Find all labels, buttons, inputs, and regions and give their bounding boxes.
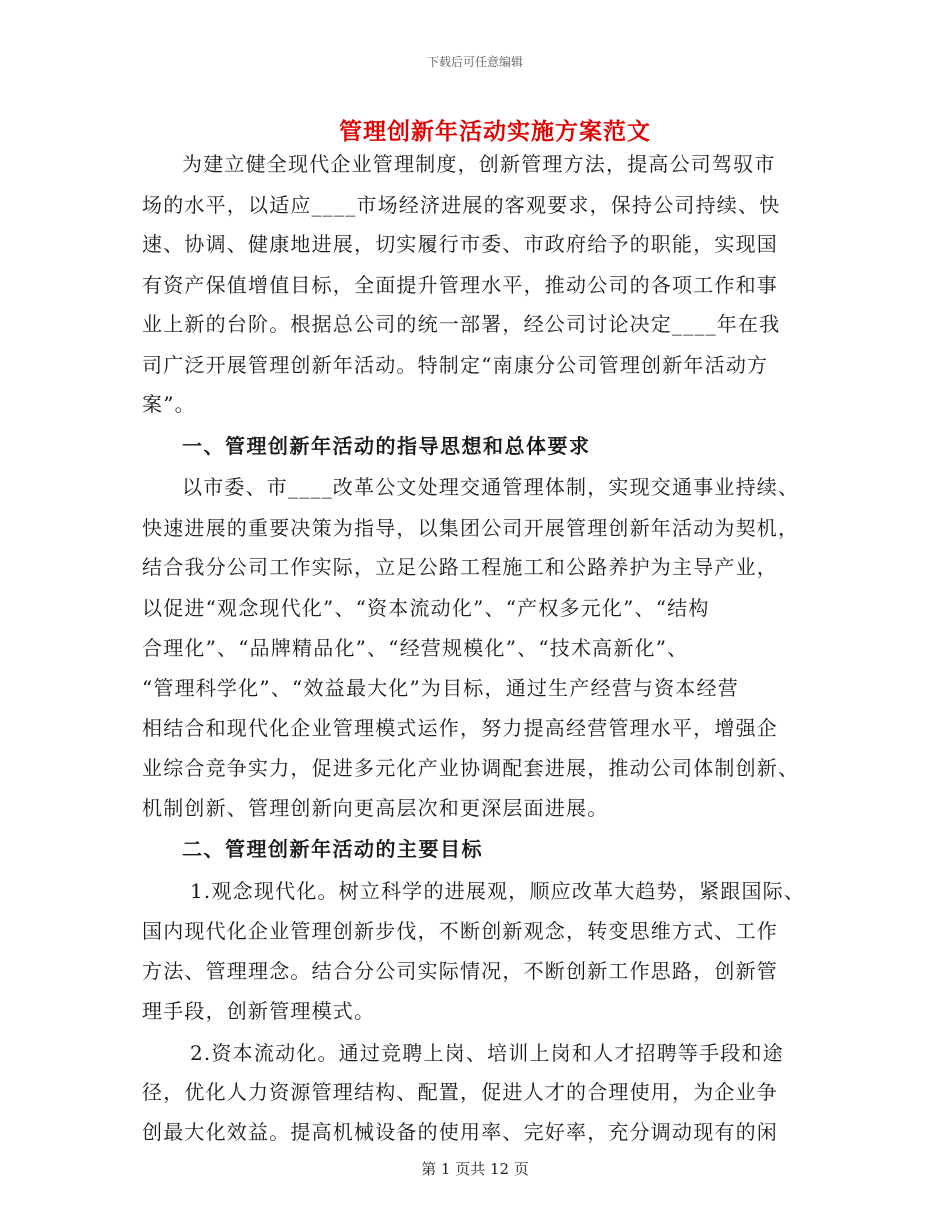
paragraph-line: 业上新的台阶。根据总公司的统一部署，经公司讨论决定____年在我: [142, 312, 781, 337]
paragraph-line: 创最大化效益。提高机械设备的使用率、完好率，充分调动现有的闲: [142, 1120, 778, 1144]
paragraph-line: 为建立健全现代企业管理制度，创新管理方法，提高公司驾驭市: [182, 152, 776, 176]
page-header: 下载后可任意编辑: [426, 55, 523, 69]
section-heading-2: 二、管理创新年活动的主要目标: [182, 837, 483, 862]
document-title: 管理创新年活动实施方案范文: [339, 118, 651, 145]
paragraph-line: 1.观念现代化。树立科学的进展观，顺应改革大趋势，紧跟国际、: [190, 878, 806, 903]
paragraph-line: 径，优化人力资源管理结构、配置，促进人才的合理使用，为企业争: [142, 1080, 778, 1105]
page-number-footer: 第 1 页共 12 页: [421, 1160, 529, 1178]
paragraph-line: 机制创新、管理创新向更高层次和更深层面进展。: [142, 795, 609, 820]
paragraph-line: 速、协调、健康地进展，切实履行市委、市政府给予的职能，实现国: [142, 232, 778, 257]
paragraph-line: 理手段，创新管理模式。: [142, 999, 376, 1024]
paragraph-line: 方法、管理理念。结合分公司实际情况，不断创新工作思路，创新管: [142, 958, 778, 983]
section-heading-1: 一、管理创新年活动的指导思想和总体要求: [182, 433, 591, 458]
paragraph-line: 以促进“观念现代化”、“资本流动化”、“产权多元化”、“结构: [142, 595, 710, 620]
paragraph-line: 合理化”、“品牌精品化”、“经营规模化”、“技术高新化”、: [142, 635, 689, 660]
paragraph-line: 场的水平，以适应____市场经济进展的客观要求，保持公司持续、快: [142, 192, 781, 217]
paragraph-line: 2.资本流动化。通过竞聘上岗、培训上岗和人才招聘等手段和途: [190, 1040, 784, 1065]
paragraph-line: 相结合和现代化企业管理模式运作，努力提高经营管理水平，增强企: [142, 715, 778, 740]
paragraph-line: 业综合竞争实力，促进多元化产业协调配套进展，推动公司体制创新、: [142, 756, 800, 781]
paragraph-line: 案”。: [142, 392, 196, 417]
paragraph-line: “管理科学化”、“效益最大化”为目标，通过生产经营与资本经营: [142, 676, 739, 701]
paragraph-line: 司广泛开展管理创新年活动。特制定“南康分公司管理创新年活动方: [142, 352, 769, 377]
paragraph-line: 国内现代化企业管理创新步伐，不断创新观念，转变思维方式、工作: [142, 919, 778, 944]
paragraph-line: 有资产保值增值目标，全面提升管理水平，推动公司的各项工作和事: [142, 272, 778, 297]
paragraph-line: 快速进展的重要决策为指导，以集团公司开展管理创新年活动为契机，: [142, 515, 800, 540]
paragraph-line: 以市委、市____改革公文处理交通管理体制，实现交通事业持续、: [182, 475, 800, 500]
paragraph-line: 结合我分公司工作实际，立足公路工程施工和公路养护为主导产业，: [142, 555, 778, 580]
